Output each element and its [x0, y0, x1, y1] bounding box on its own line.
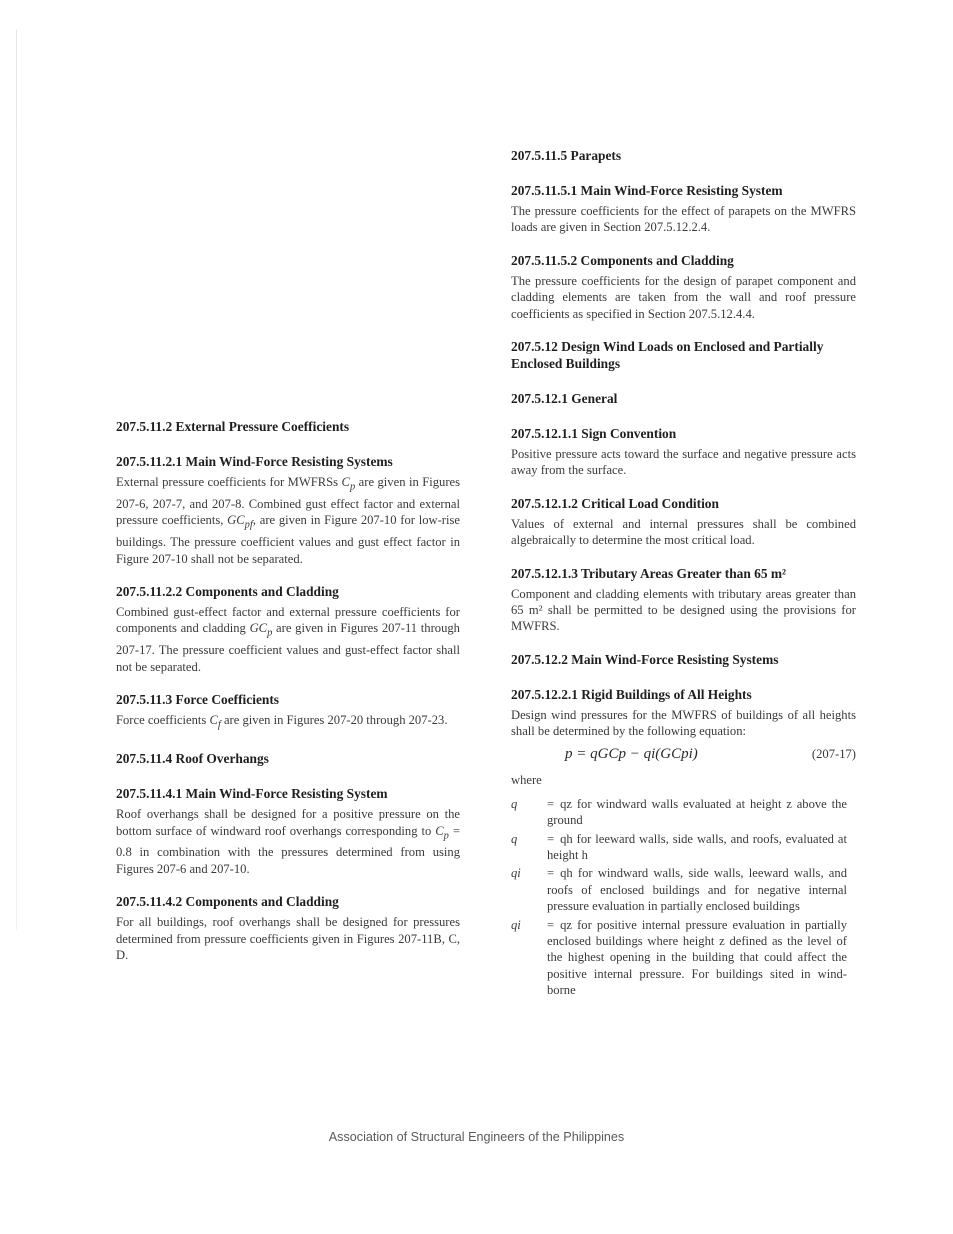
section-heading: 207.5.12.1 General: [511, 391, 618, 407]
section-heading: 207.5.11.4.2 Components and Cladding: [116, 894, 339, 910]
page-footer: Association of Structural Engineers of the Philippines: [328, 1130, 625, 1144]
section-207-5-12: [511, 338, 856, 372]
section-heading: 207.5.11.2 External Pressure Coefficients: [116, 419, 350, 434]
section-heading: 207.5.11.2.2 Components and Cladding: [116, 584, 339, 600]
section-207-5-11-2: [116, 418, 460, 435]
section-207-5-12-1-2: [511, 495, 856, 549]
section-paragraph: Positive pressure acts toward the surface and negative pressure acts away from the surface.: [511, 447, 856, 478]
section-heading: 207.5.12.2 Main Wind-Force Resisting Systems: [511, 651, 779, 667]
left-column: [116, 418, 460, 979]
section-paragraph: Component and cladding elements with tributary areas greater than 65 m² shall be permitted to be designed using the provisions for MWFRS.: [511, 586, 856, 634]
where-label: where: [511, 772, 542, 787]
section-heading: 207.5.12.1.3 Tributary Areas Greater than 65 m²: [511, 565, 787, 581]
section-heading: 207.5.12.1.2 Critical Load Condition: [511, 495, 719, 511]
definition-symbol: q: [511, 796, 518, 811]
section-paragraph: Values of external and internal pressures shall be combined algebraically to determine the most critical load.: [511, 516, 856, 548]
section-207-5-12-1-1: [511, 425, 856, 479]
section-heading: 207.5.11.5.1 Main Wind-Force Resisting System: [511, 183, 783, 198]
section-paragraph: Roof overhangs shall be designed for a positive pressure on the bottom surface of windward roof overhangs corresponding to $C_p = 0.8$ in combination with the pressures determined from using Figures 207-6 and 207-10.: [116, 807, 460, 876]
section-207-5-11-3: [116, 691, 460, 734]
definition-symbol: qi: [511, 917, 521, 932]
definition-item: [511, 865, 856, 914]
section-paragraph: For all buildings, roof overhangs shall be designed for pressures determined from pressure coefficients given in Figures 207-11B, C, D.: [116, 915, 460, 963]
section-207-5-12-2-1: [511, 686, 856, 740]
definition-symbol: q: [511, 831, 518, 846]
definition-item: [511, 917, 856, 999]
section-heading: 207.5.12.2.1 Rigid Buildings of All Heights: [511, 686, 752, 702]
section-heading: 207.5.11.3 Force Coefficients: [116, 692, 280, 708]
definition-text: = qz for positive internal pressure evaluation in partially enclosed buildings where height z defined as the level of the highest opening in the building that could affect the positive internal pressure. For buildings sited in wind-borne: [547, 917, 847, 998]
definition-list: [511, 796, 856, 999]
right-column: [511, 147, 856, 1001]
section-heading: 207.5.11.2.1 Main Wind-Force Resisting Systems: [116, 454, 393, 469]
section-paragraph: Design wind pressures for the MWFRS of buildings of all heights shall be determined by the following equation:: [511, 707, 856, 739]
section-207-5-11-5-2: [511, 252, 856, 322]
section-207-5-11-4: [116, 750, 460, 767]
section-207-5-11-4-1: [116, 785, 460, 877]
section-heading: 207.5.12.1.1 Sign Convention: [511, 426, 677, 442]
definition-text: = qh for leeward walls, side walls, and roofs, evaluated at height h: [547, 831, 847, 862]
section-paragraph: Force coefficients $C_f$ are given in Figures 207-20 through 207-23.: [116, 713, 448, 731]
section-207-5-11-5-1: [511, 182, 856, 236]
section-207-5-12-2: [511, 651, 856, 668]
definition-item: [511, 796, 856, 829]
section-heading: 207.5.12 Design Wind Loads on Enclosed and Partially Enclosed Buildings: [511, 339, 824, 372]
equation: p = qGCp − qi(GCpi): [565, 745, 698, 762]
page-edge: [16, 30, 17, 930]
section-paragraph: The pressure coefficients for the design of parapet component and cladding elements are taken from the wall and roof pressure coefficients as specified in Section 207.5.12.4.4.: [511, 273, 856, 321]
definition-symbol: qi: [511, 866, 521, 881]
section-heading: 207.5.11.5.2 Components and Cladding: [511, 252, 734, 268]
section-207-5-11-2-2: [116, 583, 460, 675]
section-207-5-11-2-1: [116, 453, 460, 567]
section-paragraph: The pressure coefficients for the effect of parapets on the MWFRS loads are given in Section 207.5.12.2.4.: [511, 204, 856, 235]
section-207-5-12-1: [511, 390, 856, 407]
section-heading: 207.5.11.4 Roof Overhangs: [116, 751, 269, 767]
definition-text: = qh for windward walls, side walls, leeward walls, and roofs of enclosed buildings and for negative internal pressure evaluation in partially enclosed buildings: [547, 866, 847, 914]
section-207-5-11-4-2: [116, 893, 460, 963]
equation-207-17: [511, 746, 856, 763]
section-heading: 207.5.11.4.1 Main Wind-Force Resisting System: [116, 786, 388, 802]
section-paragraph: Combined gust-effect factor and external pressure coefficients for components and cladding $GC_p$ are given in Figures 207-11 through 207-17. The pressure coefficient values and gust-effect factor shall not be separated.: [116, 605, 460, 674]
equation-number: (207-17): [811, 746, 856, 761]
section-heading: 207.5.11.5 Parapets: [511, 148, 622, 163]
section-207-5-12-1-3: [511, 565, 856, 635]
definition-text: = qz for windward walls evaluated at height z above the ground: [547, 796, 847, 828]
section-paragraph: External pressure coefficients for MWFRSs $C_p$ are given in Figures 207-6, 207-7, and 207-8. Combined gust effect factor and external pressure coefficients, $GC_{pf}$, are given in Figure 207-10 for low-rise buildings. The pressure coefficient values and gust effect factor in Figure 207-10 shall not be separated.: [116, 475, 460, 566]
definition-item: [511, 831, 856, 864]
section-207-5-11-5: [511, 147, 856, 164]
